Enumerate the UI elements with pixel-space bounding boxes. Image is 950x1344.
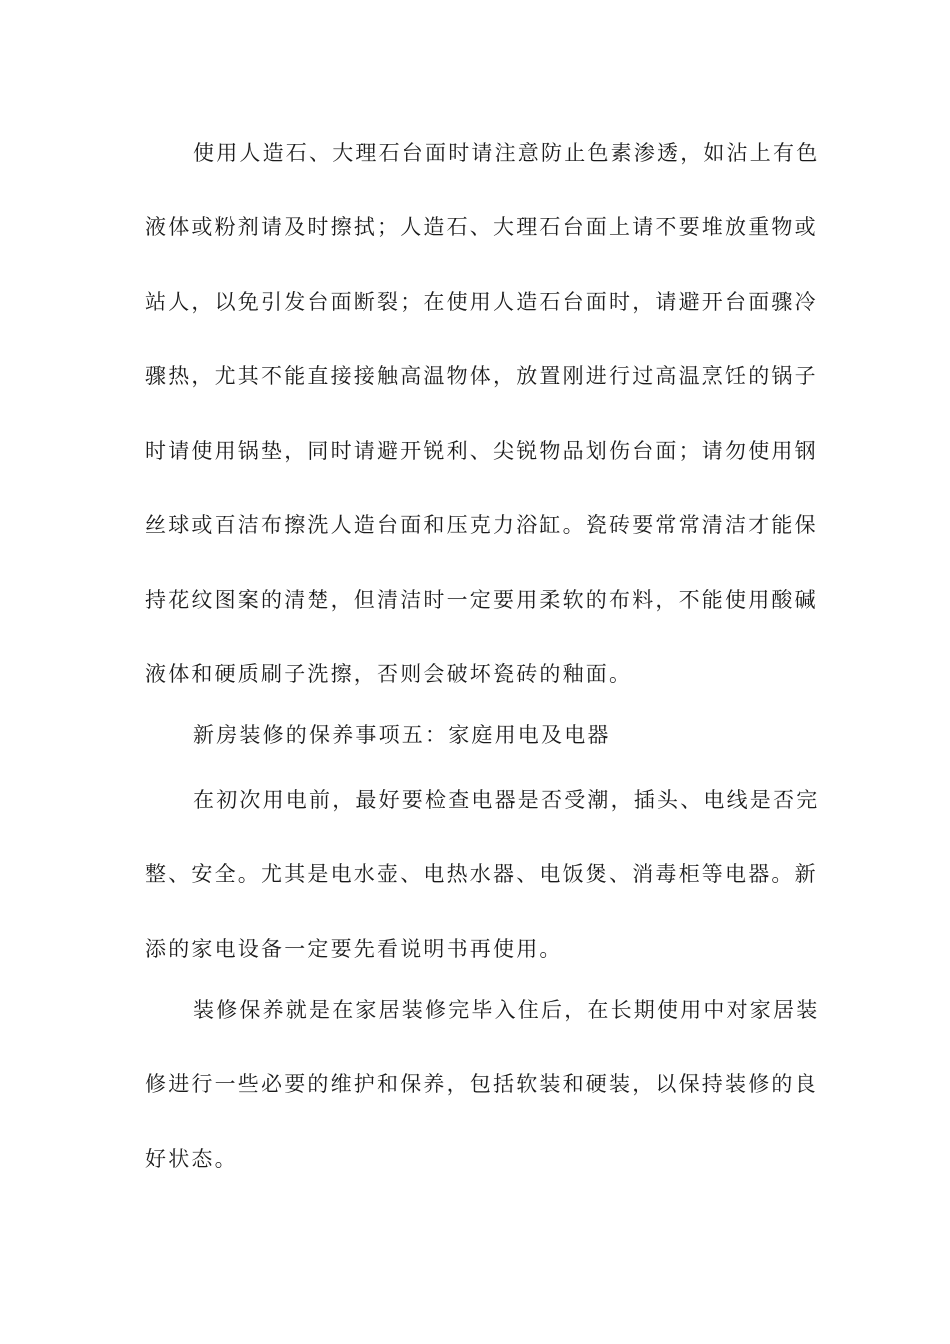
text-line: 好状态。 bbox=[145, 1147, 238, 1171]
text-line: 整、安全。尤其是电水壶、电热水器、电饭煲、消毒柜等电器。新 bbox=[145, 862, 818, 886]
text-line: 站人，以免引发台面断裂；在使用人造石台面时，请避开台面骤冷 bbox=[145, 290, 818, 314]
text-line: 添的家电设备一定要先看说明书再使用。 bbox=[145, 937, 563, 961]
text-line: 持花纹图案的清楚，但清洁时一定要用柔软的布料，不能使用酸碱 bbox=[145, 588, 818, 612]
text-line: 丝球或百洁布擦洗人造台面和压克力浴缸。瓷砖要常常清洁才能保 bbox=[145, 513, 818, 537]
text-line: 骤热，尤其不能直接接触高温物体，放置刚进行过高温烹饪的锅子 bbox=[145, 364, 818, 388]
text-line: 装修保养就是在家居装修完毕入住后，在长期使用中对家居装 bbox=[193, 998, 820, 1022]
text-line: 液体或粉剂请及时擦拭；人造石、大理石台面上请不要堆放重物或 bbox=[145, 215, 818, 239]
text-line: 修进行一些必要的维护和保养，包括软装和硬装，以保持装修的良 bbox=[145, 1072, 818, 1096]
text-line: 液体和硬质刷子洗擦，否则会破坏瓷砖的釉面。 bbox=[145, 662, 633, 686]
heading-text: 新房装修的保养事项五：家庭用电及电器 bbox=[193, 723, 611, 747]
text-line: 在初次用电前，最好要检查电器是否受潮，插头、电线是否完 bbox=[193, 788, 820, 812]
text-line: 时请使用锅垫，同时请避开锐利、尖锐物品划伤台面；请勿使用钢 bbox=[145, 439, 818, 463]
text-line: 使用人造石、大理石台面时请注意防止色素渗透，如沾上有色 bbox=[193, 141, 820, 165]
